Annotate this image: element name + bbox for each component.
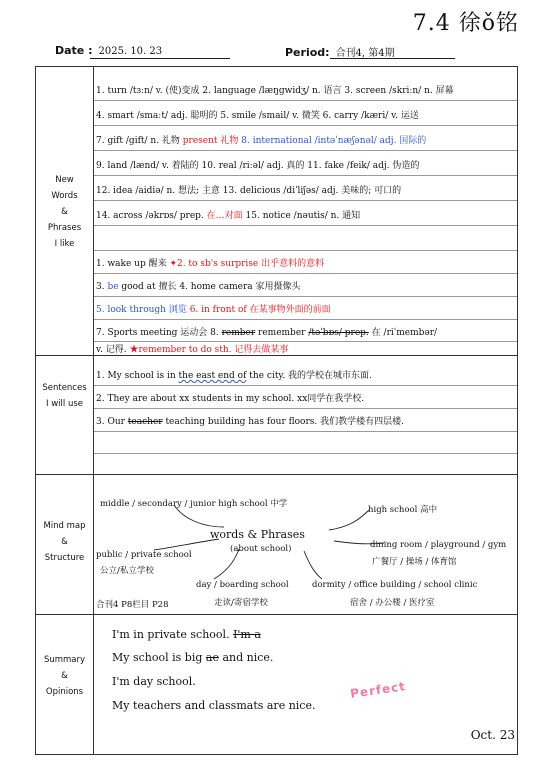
period-underline — [330, 58, 455, 59]
phrase-line-1: 1. wake up 醒来 ✦2. to sb's surprise 出乎意料的意料 — [96, 259, 325, 269]
phrase-line-5: v. 记得. ★remember to do sth. 记得去做某事 — [96, 345, 289, 355]
mindmap-node-day-boarding-cn: 走读/寄宿学校 — [214, 598, 268, 608]
summary-line-1: I'm in private school. I'm a — [112, 628, 261, 641]
mindmap-source-note: 合刊4 P8栏目 P28 — [96, 600, 169, 610]
mindmap-node-middle-school: middle / secondary / junior high school 中学 — [100, 499, 288, 509]
summary-line-4: My teachers and classmats are nice. — [112, 699, 316, 712]
summary-line-3: I'm day school. — [112, 675, 196, 688]
mindmap-node-dining-cn: 广餐厅 / 操场 / 体育馆 — [372, 557, 457, 567]
sentence-line-3: 3. Our teacher teaching building has four floors. 我们教学楼有四层楼. — [96, 417, 404, 427]
row-divider-summary — [35, 614, 518, 615]
mindmap-node-dining: dining room / playground / gym — [370, 540, 507, 550]
phrase-line-3: 5. look through 浏览 6. in front of 在某事物外面的前面 — [96, 305, 331, 315]
student-name-mark: 7.4 徐ǒ铭 — [412, 11, 519, 36]
period-label: Period: — [285, 46, 330, 59]
period-value: 合刊4, 第4期 — [335, 48, 395, 59]
period-field — [285, 44, 395, 59]
mindmap-center-sub: (about school) — [230, 544, 292, 554]
ruled-line — [94, 296, 517, 297]
mindmap-node-dormity-cn: 宿舍 / 办公楼 / 医疗室 — [350, 598, 435, 608]
ruled-line — [94, 319, 517, 320]
ruled-line — [94, 200, 517, 201]
ruled-line — [94, 273, 517, 274]
mindmap-node-high-school: high school 高中 — [368, 505, 438, 515]
sentence-line-2: 2. They are about xx students in my school. xx同学在我学校. — [96, 394, 365, 404]
ruled-line — [94, 385, 517, 386]
ruled-line — [94, 431, 517, 432]
footer-date: Oct. 23 — [470, 728, 515, 742]
word-line-2: 4. smart /smaːt/ adj. 聪明的 5. smile /smail/ v. 微笑 6. carry /kæri/ v. 运送 — [96, 111, 419, 121]
word-line-5: 12. idea /aidiə/ n. 想法; 主意 13. delicious /diˈliʃəs/ adj. 美味的; 可口的 — [96, 186, 402, 196]
word-line-6: 14. across /əkrɒs/ prep. 在…对面 15. notice /nəutis/ n. 通知 — [96, 211, 361, 221]
ruled-line — [94, 150, 517, 151]
date-field — [55, 44, 162, 57]
ruled-line — [94, 453, 517, 454]
ruled-line — [94, 175, 517, 176]
word-line-1: 1. turn /tɜːn/ v. (使)变成 2. language /læŋgwidʒ/ n. 语言 3. screen /skriːn/ n. 屏幕 — [96, 86, 454, 96]
phrase-line-4: 7. Sports meeting 运动会 8. rember remember /təˈbɒs/ prep. 在 /riˈmembər/ — [96, 328, 438, 338]
mindmap-node-day-boarding: day / boarding school — [196, 580, 289, 590]
mindmap-node-public-private: public / private school — [96, 550, 192, 560]
word-line-4: 9. land /lænd/ v. 着陆的 10. real /riːəl/ adj. 真的 11. fake /feik/ adj. 伪造的 — [96, 161, 420, 171]
ruled-line — [94, 100, 517, 101]
mindmap-node-public-private-cn: 公立/私立学校 — [100, 566, 154, 576]
mindmap-center: words & Phrases — [210, 528, 305, 541]
ruled-line — [94, 225, 517, 226]
mindmap-label: Mind map & Structure — [43, 521, 86, 563]
new-words-label: New Words & Phrases I like — [47, 175, 82, 249]
mindmap-node-dormity: dormity / office building / school clinic — [312, 580, 478, 590]
ruled-line — [94, 125, 517, 126]
word-line-3: 7. gift /gift/ n. 礼物 present 礼物 8. international /intəˈnæʃənəl/ adj. 国际的 — [96, 136, 427, 146]
date-underline — [90, 58, 230, 59]
phrase-line-2: 3. be good at 擅长 4. home camera 家用摄像头 — [96, 282, 301, 292]
date-label: Date : — [55, 44, 93, 57]
ruled-line — [94, 250, 517, 251]
summary-label: Summary & Opinions — [43, 655, 86, 697]
summary-line-2: My school is big ae and nice. — [112, 651, 274, 664]
label-column-divider — [93, 66, 94, 755]
perfect-stamp: Perfect — [349, 679, 407, 701]
ruled-line — [94, 408, 517, 409]
ruled-line — [94, 341, 517, 342]
sentence-line-1: 1. My school is in the east end of the city. 我的学校在城市东面. — [96, 371, 372, 381]
sentences-label: Sentences I will use — [42, 383, 87, 409]
date-value: 2025. 10. 23 — [98, 46, 163, 57]
